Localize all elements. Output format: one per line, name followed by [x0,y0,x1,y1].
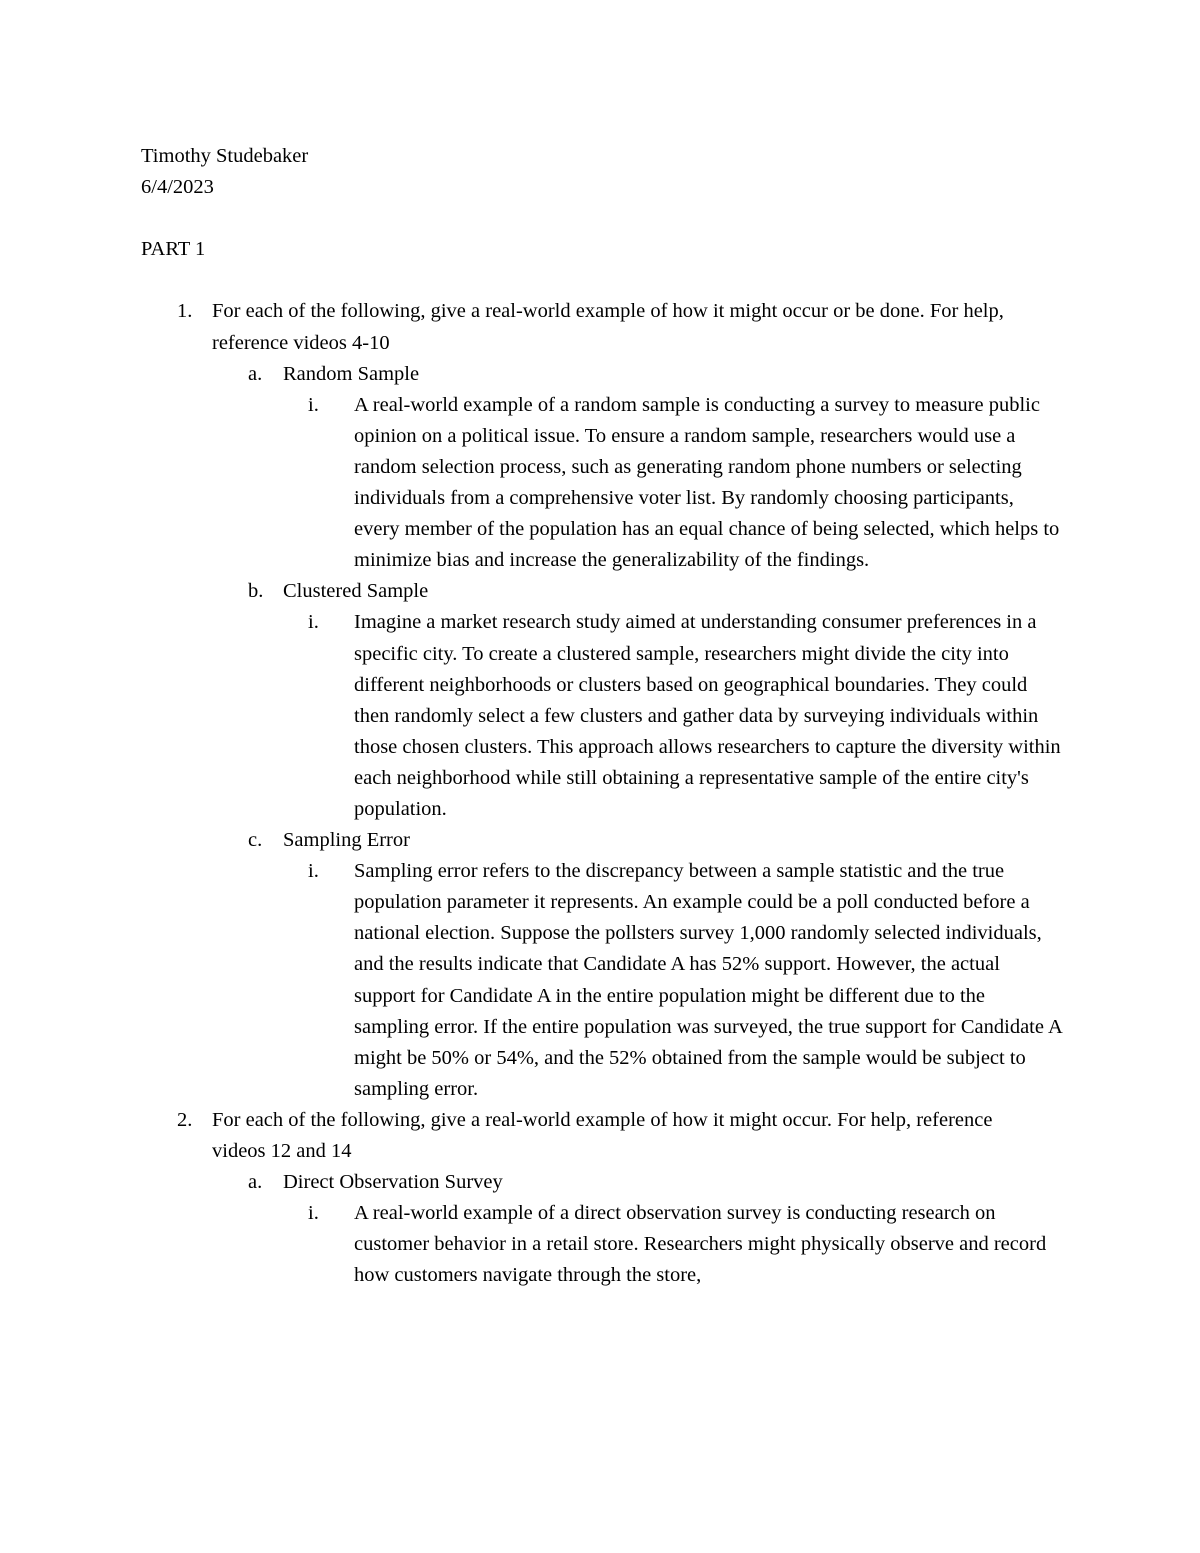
spacer [141,265,1061,296]
answer-text: Sampling error refers to the discrepancy between a sample statistic and the true population parameter it represents. An example could be a poll conducted before a national election. Suppose the pollsters survey 1,000 randomly selected individuals, and the results indicate that Candidate A has 52% support. However, the actual support for Candidate A in the entire population might be different due to the sampling error. If the entire population was surveyed, the true support for Candidate A might be 50% or 54%, and the 52% obtained from the sample would be subject to sampling error. [354,860,1062,1100]
question-1-item-c [212,825,1061,1105]
answer [283,607,1061,825]
item-title: Sampling Error [283,829,410,852]
answer-text: A real-world example of a direct observation survey is conducting research on customer behavior in a retail store. Researchers might physically observe and record how customers navigate through the store, [354,1202,1047,1287]
answer-text: A real-world example of a random sample is conducting a survey to measure public opinion on a political issue. To ensure a random sample, researchers would use a random selection process, such as generating random phone numbers or selecting individuals from a comprehensive voter list. By randomly choosing participants, every member of the population has an equal chance of being selected, which helps to minimize bias and increase the generalizability of the findings. [354,393,1060,572]
document-date: 6/4/2023 [141,176,214,199]
question-2 [141,1105,1061,1292]
item-letter: a. [248,1171,263,1194]
answer [283,1198,1061,1291]
answer-numeral: i. [308,393,319,416]
question-prompt: For each of the following, give a real-world example of how it might occur. For help, reference videos 12 and 14 [212,1108,993,1162]
item-title: Random Sample [283,362,420,385]
answer [283,856,1061,1105]
item-letter: b. [248,580,264,603]
question-1 [141,296,1061,1104]
question-2-item-a [212,1167,1061,1291]
author-name: Timothy Studebaker [141,145,309,167]
question-1-item-a [212,359,1061,577]
question-number: 1. [177,300,193,323]
spacer [141,203,1061,234]
question-number: 2. [177,1108,193,1131]
answer-text: Imagine a market research study aimed at understanding consumer preferences in a specific city. To create a clustered sample, researchers might divide the city into different neighborhoods or clusters based on geographical boundaries. They could then randomly select a few clusters and gather data by surveying individuals within those chosen clusters. This approach allows researchers to capture the diversity within each neighborhood while still obtaining a representative sample of the entire city's population. [354,611,1061,820]
question-1-item-b [212,576,1061,825]
document-content [141,141,1061,1291]
item-letter: c. [248,829,263,852]
question-prompt: For each of the following, give a real-world example of how it might occur or be done. For help, reference videos 4-10 [212,300,1004,354]
answer-numeral: i. [308,611,319,634]
answer-numeral: i. [308,860,319,883]
item-title: Direct Observation Survey [283,1171,503,1194]
section-heading: PART 1 [141,238,206,261]
item-letter: a. [248,362,263,385]
item-title: Clustered Sample [283,580,429,603]
answer-numeral: i. [308,1202,319,1225]
answer [283,390,1061,577]
